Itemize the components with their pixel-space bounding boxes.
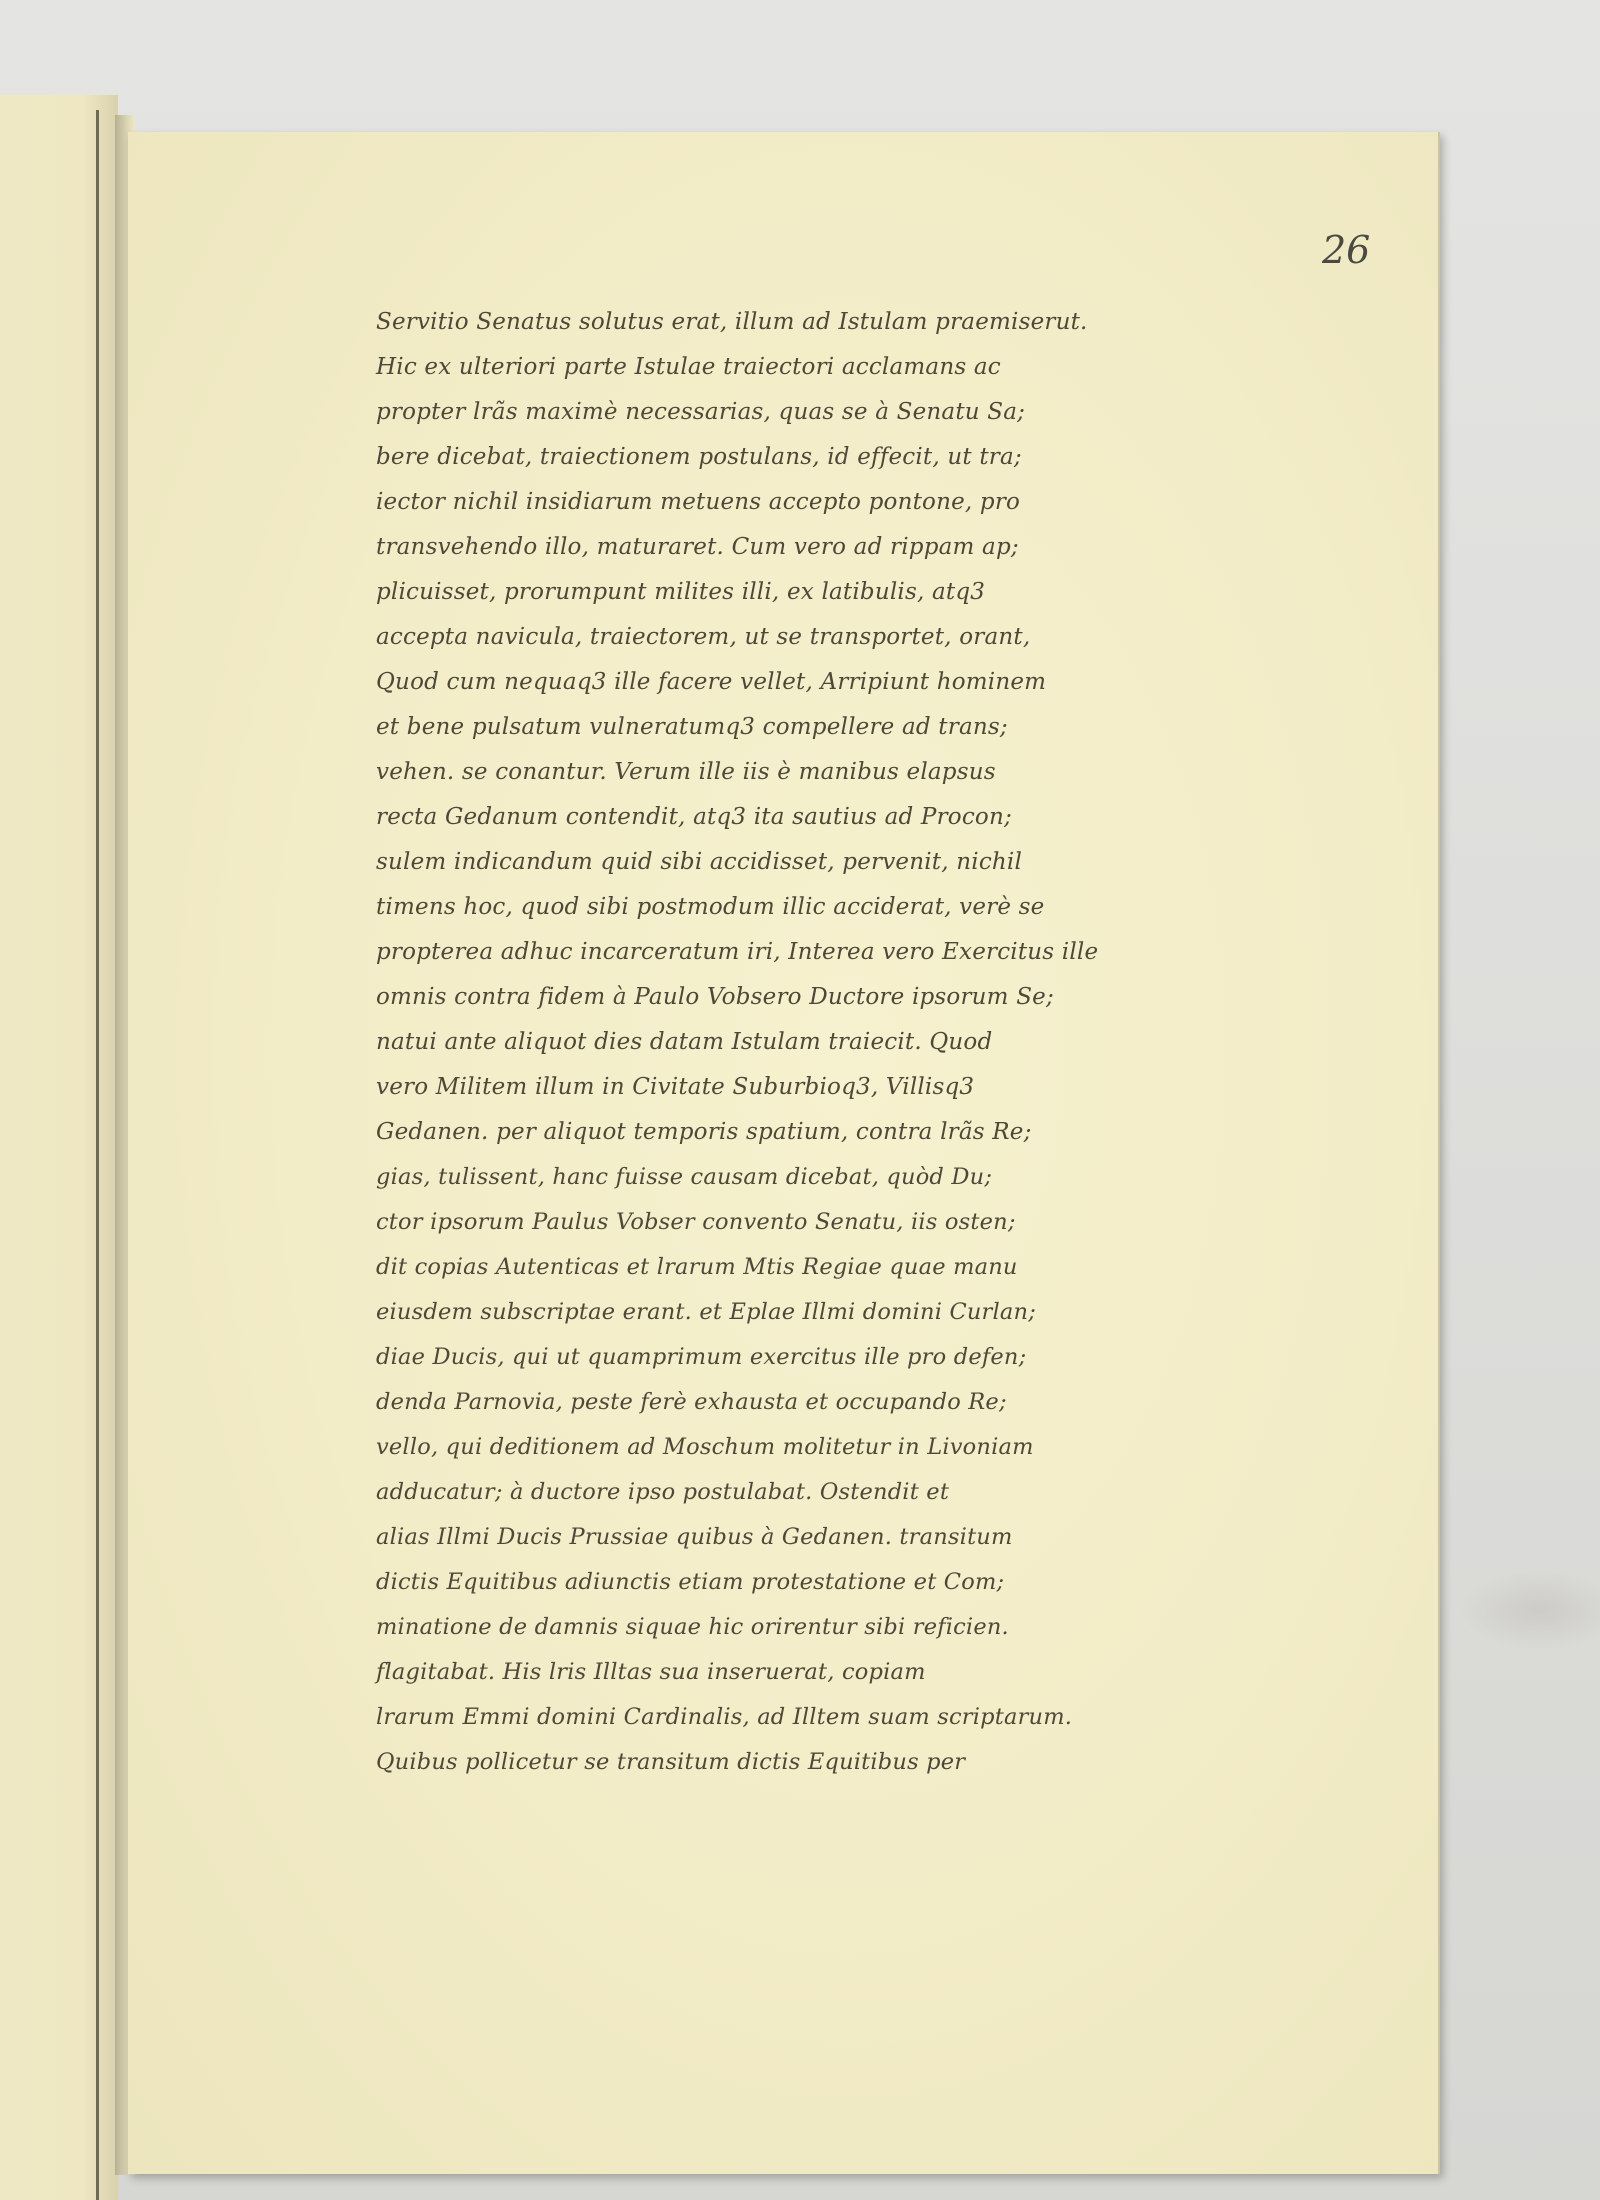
offset-stain [1460,1570,1600,1650]
text-line: adducatur; à ductore ipso postulabat. Ostendit et [376,1479,950,1505]
text-line: omnis contra fidem à Paulo Vobsero Ductore ipsorum Se; [376,984,1054,1010]
text-line: natui ante aliquot dies datam Istulam traiecit. Quod [376,1029,993,1055]
text-line: dictis Equitibus adiunctis etiam protestatione et Com; [376,1569,1005,1595]
text-line: propter lrãs maximè necessarias, quas se à Senatu Sa; [376,399,1026,425]
left-page-border [96,110,99,2200]
text-line: minatione de damnis siquae hic orirentur sibi reficien. [376,1614,1009,1640]
text-line: alias Illmi Ducis Prussiae quibus à Gedanen. transitum [376,1524,1013,1550]
text-line: lrarum Emmi domini Cardinalis, ad Illtem suam scriptarum. [376,1704,1073,1730]
text-line: propterea adhuc incarceratum iri, Interea vero Exercitus ille [376,939,1099,965]
text-line: Hic ex ulteriori parte Istulae traiectori acclamans ac [376,354,1001,380]
text-line: Quibus pollicetur se transitum dictis Equitibus per [376,1749,966,1775]
text-line: bere dicebat, traiectionem postulans, id effecit, ut tra; [376,444,1022,470]
text-line: sulem indicandum quid sibi accidisset, pervenit, nichil [376,849,1023,875]
text-line: transvehendo illo, maturaret. Cum vero ad rippam ap; [376,534,1019,560]
text-line: vero Militem illum in Civitate Suburbioq3, Villisq3 [376,1074,975,1100]
text-line: vehen. se conantur. Verum ille iis è manibus elapsus [376,759,996,785]
text-line: recta Gedanum contendit, atq3 ita sautius ad Procon; [376,804,1012,830]
text-line: accepta navicula, traiectorem, ut se transportet, orant, [376,624,1031,650]
text-line: Quod cum nequaq3 ille facere vellet, Arripiunt hominem [376,669,1047,695]
text-line: denda Parnovia, peste ferè exhausta et occupando Re; [376,1389,1007,1415]
text-line: ctor ipsorum Paulus Vobser convento Senatu, iis osten; [376,1209,1016,1235]
text-line: plicuisset, prorumpunt milites illi, ex latibulis, atq3 [376,579,986,605]
text-line: eiusdem subscriptae erant. et Eplae Illmi domini Curlan; [376,1299,1036,1325]
text-line: diae Ducis, qui ut quamprimum exercitus ille pro defen; [376,1344,1027,1370]
text-line: timens hoc, quod sibi postmodum illic acciderat, verè se [376,894,1045,920]
text-line: dit copias Autenticas et lrarum Mtis Regiae quae manu [376,1254,1018,1280]
left-page-edge [0,95,118,2200]
text-line: vello, qui deditionem ad Moschum molitetur in Livoniam [376,1434,1034,1460]
text-line: et bene pulsatum vulneratumq3 compellere ad trans; [376,714,1008,740]
text-line: Gedanen. per aliquot temporis spatium, contra lrãs Re; [376,1119,1032,1145]
text-line: Servitio Senatus solutus erat, illum ad Istulam praemiserut. [376,309,1088,335]
manuscript-text [376,300,1256,1785]
text-line: iector nichil insidiarum metuens accepto pontone, pro [376,489,1021,515]
folio-number: 26 [1322,228,1371,272]
text-line: gias, tulissent, hanc fuisse causam dicebat, quòd Du; [376,1164,993,1190]
text-line: flagitabat. His lris Illtas sua inseruerat, copiam [376,1659,926,1685]
